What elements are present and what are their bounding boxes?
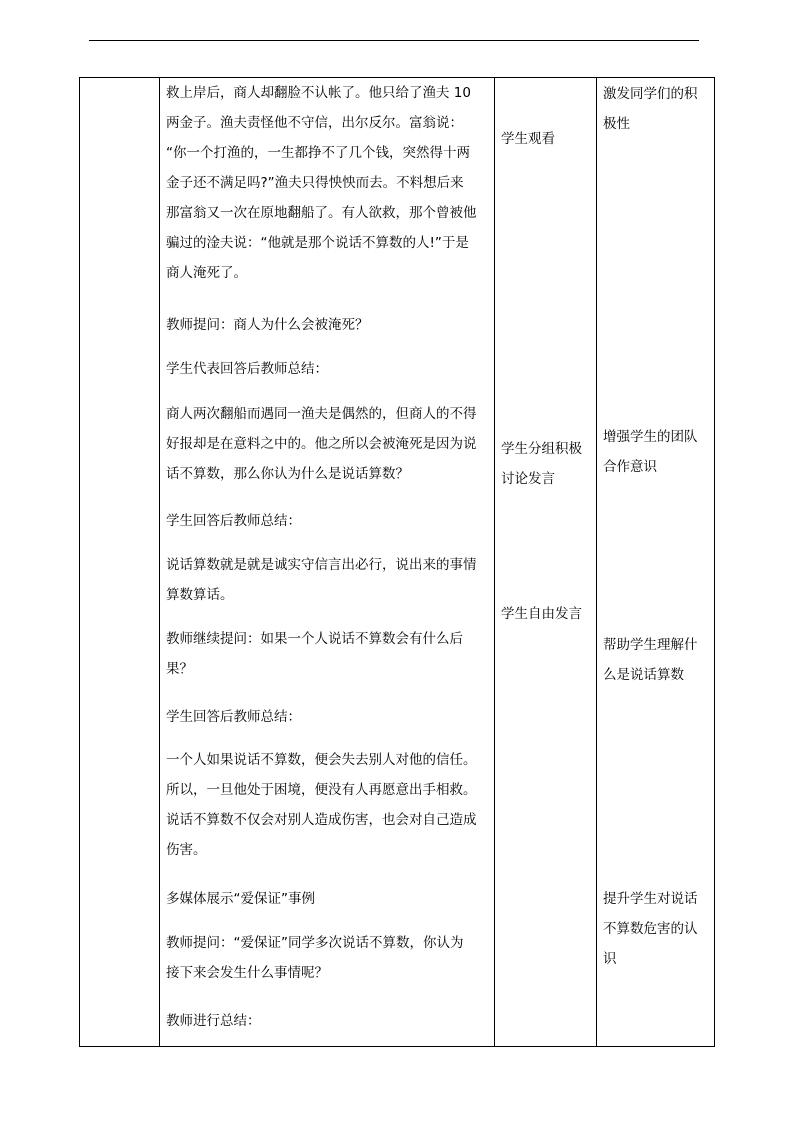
text-line: 学生回答后教师总结：	[166, 513, 301, 529]
text-line: 果？	[166, 661, 193, 677]
student-activity-1	[501, 124, 591, 154]
teacher-question-1	[166, 310, 488, 340]
text-line: 学生代表回答后教师总结：	[166, 361, 328, 377]
text-line: 增强学生的团队	[603, 429, 698, 445]
summary-paragraph-1	[166, 399, 488, 489]
text-line: 讨论发言	[501, 471, 555, 487]
text-line: 好报却是在意料之中的。他之所以会被淹死是因为说	[166, 436, 477, 452]
text-line: 接下来会发生什么事情呢？	[166, 965, 328, 981]
text-line: 学生分组积极	[501, 441, 582, 457]
student-activity-2	[501, 434, 591, 494]
design-intent-4	[603, 884, 711, 974]
summary-paragraph-3	[166, 745, 488, 865]
text-line: 商人两次翻船而遇同一渔夫是偶然的，但商人的不得	[166, 406, 477, 422]
lesson-plan-table	[79, 77, 715, 1047]
design-intent-1	[603, 79, 711, 139]
text-line: 极性	[603, 116, 630, 132]
multimedia-example	[166, 884, 488, 914]
story-paragraph	[166, 78, 488, 288]
column-divider-2	[494, 78, 495, 1046]
text-line: 一个人如果说话不算数，便会失去别人对他的信任。	[166, 752, 477, 768]
text-line: 不算数危害的认	[603, 921, 698, 937]
text-line: 那富翁又一次在原地翻船了。有人欲救，那个曾被他	[166, 205, 477, 221]
text-line: 学生自由发言	[501, 606, 582, 622]
student-answer-summary-1	[166, 354, 488, 384]
text-line: 帮助学生理解什	[603, 637, 698, 653]
text-line: 识	[603, 951, 617, 967]
teacher-summary	[166, 1006, 488, 1036]
text-line: 骗过的淦夫说：“他就是那个说话不算数的人!”于是	[166, 235, 469, 251]
text-line: 教师提问：商人为什么会被淹死？	[166, 317, 369, 333]
text-line: 教师继续提问：如果一个人说话不算数会有什么后	[166, 631, 463, 647]
text-line: 多媒体展示“爱保证”事例	[166, 891, 315, 907]
column-divider-3	[596, 78, 597, 1046]
text-line: 教师提问：“爱保证”同学多次说话不算数，你认为	[166, 935, 464, 951]
text-line: 说话算数就是就是诚实守信言出必行，说出来的事情	[166, 557, 477, 573]
text-line: 说话不算数不仅会对别人造成伤害，也会对自己造成	[166, 812, 477, 828]
text-line: 提升学生对说话	[603, 891, 698, 907]
text-line: 学生回答后教师总结：	[166, 709, 301, 725]
student-answer-summary-3	[166, 702, 488, 732]
text-line: 么是说话算数	[603, 667, 684, 683]
student-answer-summary-2	[166, 506, 488, 536]
student-activity-3	[501, 599, 591, 629]
text-line: 所以，一旦他处于困境，便没有人再愿意出手相救。	[166, 782, 477, 798]
summary-paragraph-2	[166, 550, 488, 610]
text-line: 伤害。	[166, 842, 207, 858]
text-line: 合作意识	[603, 459, 657, 475]
text-line: 话不算数，那么你认为什么是说话算数？	[166, 466, 409, 482]
text-line: 算数算话。	[166, 587, 234, 603]
header-rule	[89, 40, 699, 41]
text-line: 救上岸后，商人却翻脸不认帐了。他只给了渔夫 10	[166, 85, 471, 101]
text-line: “你一个打渔的，一生都挣不了几个钱，突然得十两	[166, 145, 470, 161]
text-line: 教师进行总结：	[166, 1013, 261, 1029]
teacher-question-2	[166, 624, 488, 684]
text-line: 学生观看	[501, 131, 555, 147]
text-line: 两金子。渔夫责怪他不守信，出尔反尔。富翁说：	[166, 115, 463, 131]
design-intent-3	[603, 630, 711, 690]
text-line: 金子还不满足吗?”渔夫只得怏怏而去。不料想后来	[166, 175, 464, 191]
design-intent-2	[603, 422, 711, 482]
teacher-question-3	[166, 928, 488, 988]
column-divider-1	[159, 78, 160, 1046]
text-line: 商人淹死了。	[166, 265, 247, 281]
text-line: 激发同学们的积	[603, 86, 698, 102]
